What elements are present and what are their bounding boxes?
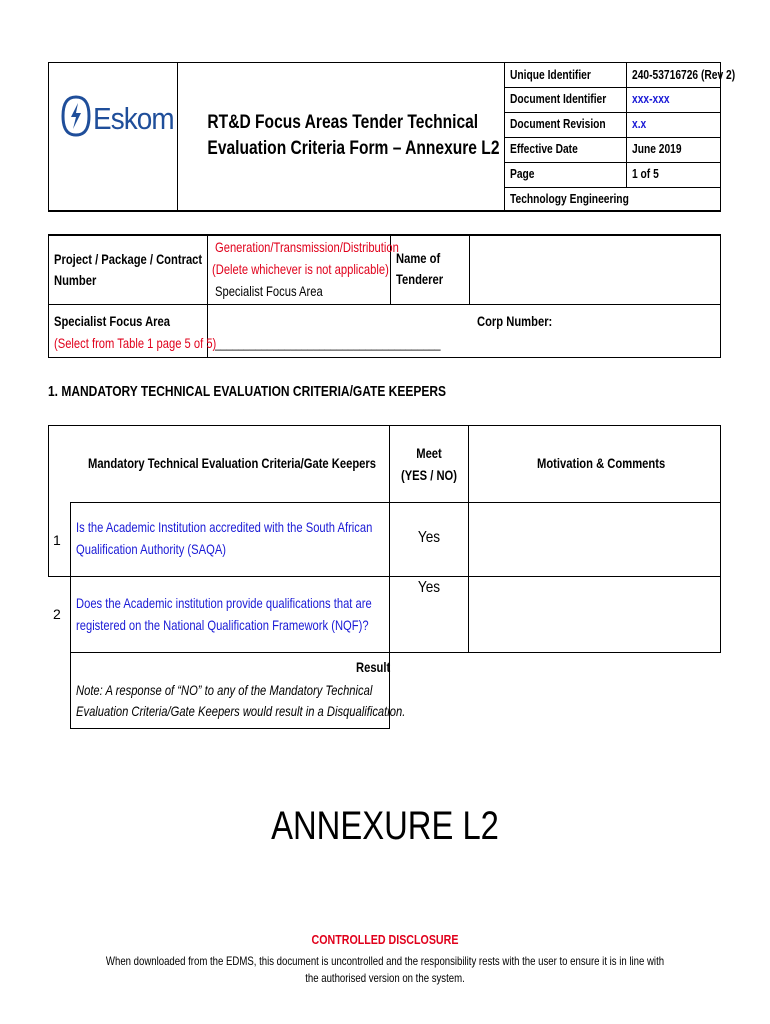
document-title-line1: RT&D Focus Areas Tender Technical — [207, 112, 479, 133]
corp-number-label: Corp Number: — [477, 313, 553, 329]
project-details-table — [48, 234, 721, 358]
row-1-criteria-line1: Is the Academic Institution accredited with the South African — [76, 519, 373, 535]
tenderer-label-line1: Name of — [396, 250, 441, 266]
logo-cell — [49, 63, 177, 211]
meta-label-unique-identifier: Unique Identifier — [510, 68, 591, 82]
specialist-focus-area-note: (Select from Table 1 page 5 of 5) — [54, 335, 217, 351]
annexure-title: ANNEXURE L2 — [271, 804, 499, 848]
tenderer-name-field[interactable] — [470, 236, 720, 304]
result-note-line1: Note: A response of “NO” to any of the Mandatory Technical — [76, 682, 373, 698]
result-label: Result — [356, 659, 391, 675]
meta-label-page: Page — [510, 167, 535, 181]
row-1-criteria-line2: Qualification Authority (SAQA) — [76, 541, 227, 557]
col-meet-header-line1: Meet — [416, 445, 442, 461]
meta-value-effective-date: June 2019 — [632, 142, 682, 156]
department-label: Technology Engineering — [510, 192, 629, 206]
document-title-line2: Evaluation Criteria Form – Annexure L2 — [207, 138, 500, 159]
eskom-logo-text: Eskom — [93, 101, 174, 136]
meta-value-unique-identifier: 240-53716726 (Rev 2) — [632, 68, 736, 82]
row-2-meet-value[interactable]: Yes — [417, 579, 441, 596]
row-2-criteria-line2: registered on the National Qualification Framework (NQF)? — [76, 617, 369, 633]
col-meet-header-line2: (YES / NO) — [400, 467, 457, 483]
meta-value-page: 1 of 5 — [632, 167, 659, 181]
specialist-focus-area-label: Specialist Focus Area — [54, 313, 170, 329]
footer-line1: When downloaded from the EDMS, this document is uncontrolled and the responsibility rests with the user to ensure it is in line with — [105, 954, 665, 968]
meta-label-effective-date: Effective Date — [510, 142, 578, 156]
meta-value-document-identifier: xxx-xxx — [632, 92, 670, 106]
section-1-heading: 1. MANDATORY TECHNICAL EVALUATION CRITERIA/GATE KEEPERS — [48, 383, 447, 400]
tenderer-label-line2: Tenderer — [396, 271, 444, 287]
row-1-meet-value[interactable]: Yes — [417, 529, 441, 546]
specialist-focus-area-sub: Specialist Focus Area — [215, 283, 323, 299]
title-cell — [177, 63, 505, 211]
row-2-motivation-field[interactable] — [469, 577, 720, 652]
footer-line2: the authorised version on the system. — [305, 971, 465, 985]
specialist-focus-area-input[interactable]: _______________________________________ — [215, 336, 441, 351]
mandatory-criteria-table — [48, 425, 721, 729]
row-1-motivation-field[interactable] — [469, 503, 720, 576]
eskom-logo-icon — [61, 95, 91, 137]
result-note-line2: Evaluation Criteria/Gate Keepers would result in a Disqualification. — [76, 703, 406, 719]
project-number-label-line1: Project / Package / Contract — [54, 251, 203, 267]
generation-options[interactable]: Generation/Transmission/Distribution — [215, 239, 399, 255]
col-motivation-header: Motivation & Comments — [537, 455, 666, 471]
delete-note: (Delete whichever is not applicable) — [212, 261, 389, 277]
meta-label-document-revision: Document Revision — [510, 117, 606, 131]
col-criteria-header: Mandatory Technical Evaluation Criteria/Gate Keepers — [88, 455, 376, 471]
meta-label-document-identifier: Document Identifier — [510, 92, 607, 106]
project-number-label-line2: Number — [54, 272, 97, 288]
meta-value-document-revision: x.x — [632, 117, 647, 131]
row-2-criteria-line1: Does the Academic institution provide qualifications that are — [76, 595, 372, 611]
document-header-table — [48, 62, 736, 212]
row-2-number: 2 — [53, 606, 61, 622]
controlled-disclosure: CONTROLLED DISCLOSURE — [311, 932, 459, 947]
row-1-number: 1 — [53, 532, 61, 548]
